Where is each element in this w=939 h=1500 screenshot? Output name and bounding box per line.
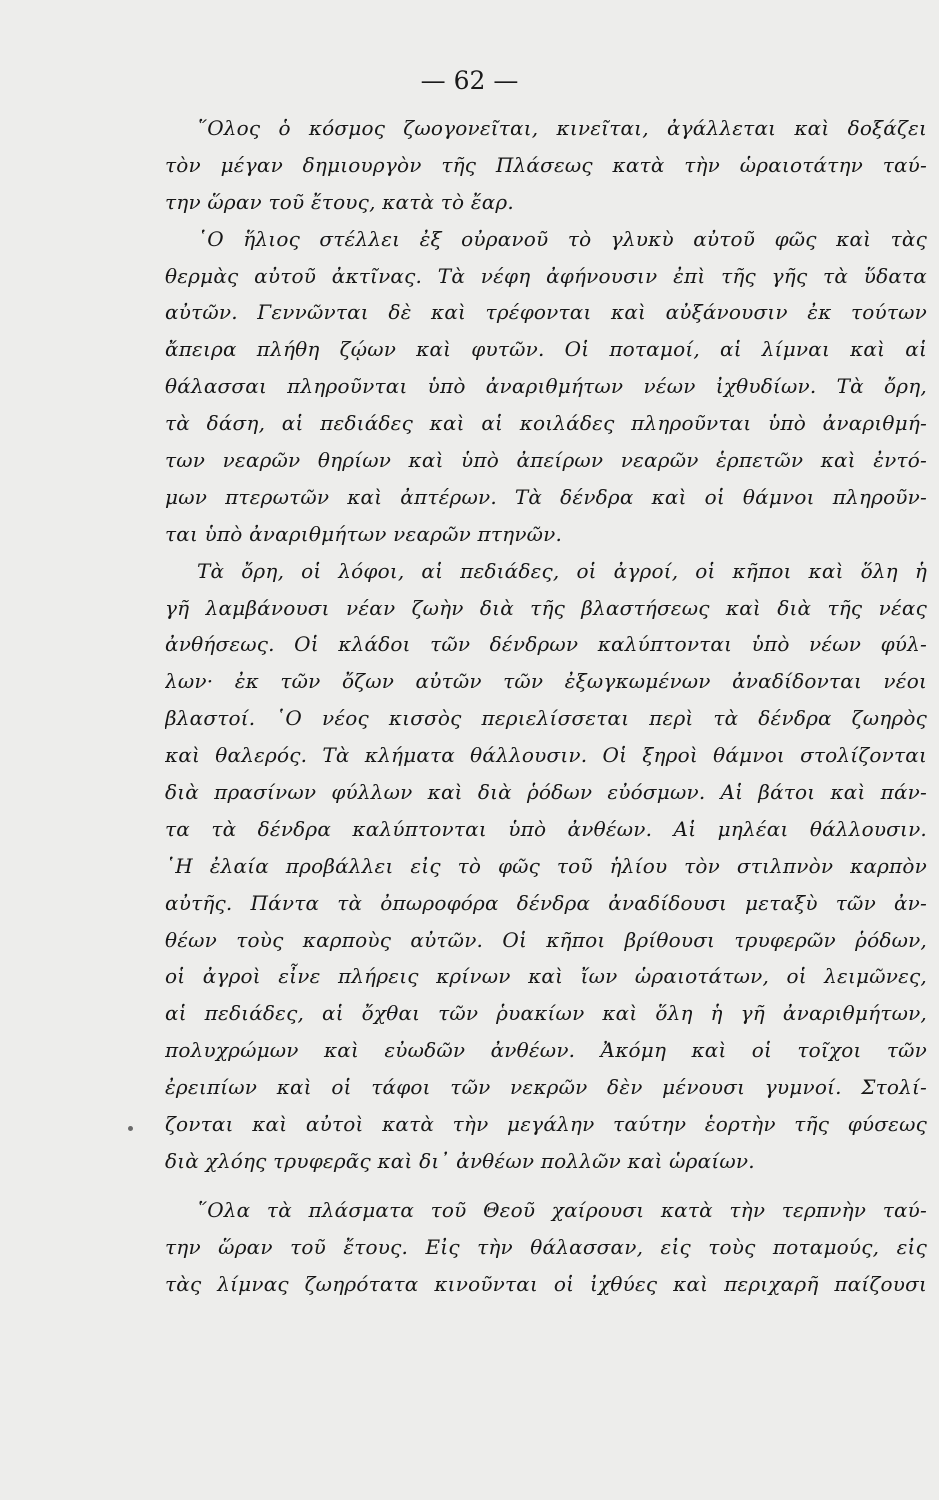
margin-mark xyxy=(128,1126,133,1131)
text-line: τα τὰ δένδρα καλύπτονται ὑπὸ ἀνθέων. Αἱ μηλέαι θάλλουσιν. xyxy=(165,816,927,841)
text-line: τὸν μέγαν δημιουργὸν τῆς Πλάσεως κατὰ τὴν ὡραιοτάτην ταύ- xyxy=(165,152,927,177)
text-line: των νεαρῶν θηρίων καὶ ὑπὸ ἀπείρων νεαρῶν ἑρπετῶν καὶ ἐντό- xyxy=(165,448,927,473)
text-line: θερμὰς αὐτοῦ ἀκτῖνας. Τὰ νέφη ἀφήνουσιν ἐπὶ τῆς γῆς τὰ ὕδατα xyxy=(165,263,927,288)
text-line: τὰς λίμνας ζωηρότατα κινοῦνται οἱ ἰχθύες καὶ περιχαρῆ παίζουσι xyxy=(165,1271,927,1296)
paragraph-1 xyxy=(165,110,927,221)
text-line: ἀνθήσεως. Οἱ κλάδοι τῶν δένδρων καλύπτονται ὑπὸ νέων φύλ- xyxy=(165,632,927,657)
text-line: την ὥραν τοῦ ἔτους, κατὰ τὸ ἔαρ. xyxy=(165,189,514,214)
paragraph-3 xyxy=(165,553,927,1180)
text-line: διὰ χλόης τρυφερᾶς καὶ δι᾿ ἀνθέων πολλῶν καὶ ὡραίων. xyxy=(165,1148,755,1173)
text-line: ῾Η ἐλαία προβάλλει εἰς τὸ φῶς τοῦ ἡλίου τὸν στιλπνὸν καρπὸν xyxy=(165,853,927,878)
page-number: — 62 — xyxy=(420,66,519,95)
text-line: ῞Ολα τὰ πλάσματα τοῦ Θεοῦ χαίρουσι κατὰ τὴν τερπνὴν ταύ- xyxy=(197,1197,927,1222)
text-line: Τὰ ὄρη, οἱ λόφοι, αἱ πεδιάδες, οἱ ἀγροί, οἱ κῆποι καὶ ὅλη ἡ xyxy=(197,558,927,583)
text-line: τὰ δάση, αἱ πεδιάδες καὶ αἱ κοιλάδες πληροῦνται ὑπὸ ἀναριθμή- xyxy=(165,411,927,436)
text-line: ἄπειρα πλήθη ζῴων καὶ φυτῶν. Οἱ ποταμοί, αἱ λίμναι καὶ αἱ xyxy=(165,337,927,362)
text-line: διὰ πρασίνων φύλλων καὶ διὰ ῥόδων εὐόσμων. Αἱ βάτοι καὶ πάν- xyxy=(165,780,927,805)
text-line: ῞Ολος ὁ κόσμος ζωογονεῖται, κινεῖται, ἀγάλλεται καὶ δοξάζει xyxy=(197,116,927,140)
text-line: ῾Ο ἥλιος στέλλει ἐξ οὐρανοῦ τὸ γλυκὺ αὐτοῦ φῶς καὶ τὰς xyxy=(197,226,927,251)
text-line: αὐτῶν. Γεννῶνται δὲ καὶ τρέφονται καὶ αὐξάνουσιν ἐκ τούτων xyxy=(165,300,927,325)
text-line: γῆ λαμβάνουσι νέαν ζωὴν διὰ τῆς βλαστήσεως καὶ διὰ τῆς νέας xyxy=(165,595,927,620)
text-line: αὐτῆς. Πάντα τὰ ὀπωροφόρα δένδρα ἀναδίδουσι μεταξὺ τῶν ἀν- xyxy=(165,890,927,915)
text-line: αἱ πεδιάδες, αἱ ὄχθαι τῶν ῥυακίων καὶ ὅλη ἡ γῆ ἀναριθμήτων, xyxy=(165,1001,927,1026)
text-line: οἱ ἀγροὶ εἶνε πλήρεις κρίνων καὶ ἴων ὡραιοτάτων, οἱ λειμῶνες, xyxy=(165,964,927,989)
text-line: βλαστοί. ῾Ο νέος κισσὸς περιελίσσεται περὶ τὰ δένδρα ζωηρὸς xyxy=(165,706,927,731)
text-line: την ὥραν τοῦ ἔτους. Εἰς τὴν θάλασσαν, εἰς τοὺς ποταμούς, εἰς xyxy=(165,1234,927,1259)
text-line: θάλασσαι πληροῦνται ὑπὸ ἀναριθμήτων νέων ἰχθυδίων. Τὰ ὄρη, xyxy=(165,374,927,399)
text-line: πολυχρώμων καὶ εὐωδῶν ἀνθέων. Ἀκόμη καὶ οἱ τοῖχοι τῶν xyxy=(165,1038,927,1063)
text-line: μων πτερωτῶν καὶ ἀπτέρων. Τὰ δένδρα καὶ οἱ θάμνοι πληροῦν- xyxy=(165,484,927,509)
text-line: καὶ θαλερός. Τὰ κλήματα θάλλουσιν. Οἱ ξηροὶ θάμνοι στολίζονται xyxy=(165,743,927,768)
paragraph-4 xyxy=(165,1192,927,1303)
paragraph-2 xyxy=(165,221,927,553)
body-text xyxy=(165,110,927,1303)
text-line: ται ὑπὸ ἀναριθμήτων νεαρῶν πτηνῶν. xyxy=(165,521,563,546)
text-line: θέων τοὺς καρποὺς αὐτῶν. Οἱ κῆποι βρίθουσι τρυφερῶν ῥόδων, xyxy=(165,927,927,952)
text-line: λων· ἐκ τῶν ὄζων αὐτῶν τῶν ἐξωγκωμένων ἀναδίδονται νέοι xyxy=(165,669,927,694)
text-line: ζονται καὶ αὐτοὶ κατὰ τὴν μεγάλην ταύτην ἑορτὴν τῆς φύσεως xyxy=(165,1112,927,1137)
text-line: ἐρειπίων καὶ οἱ τάφοι τῶν νεκρῶν δὲν μένουσι γυμνοί. Στολί- xyxy=(165,1075,927,1100)
